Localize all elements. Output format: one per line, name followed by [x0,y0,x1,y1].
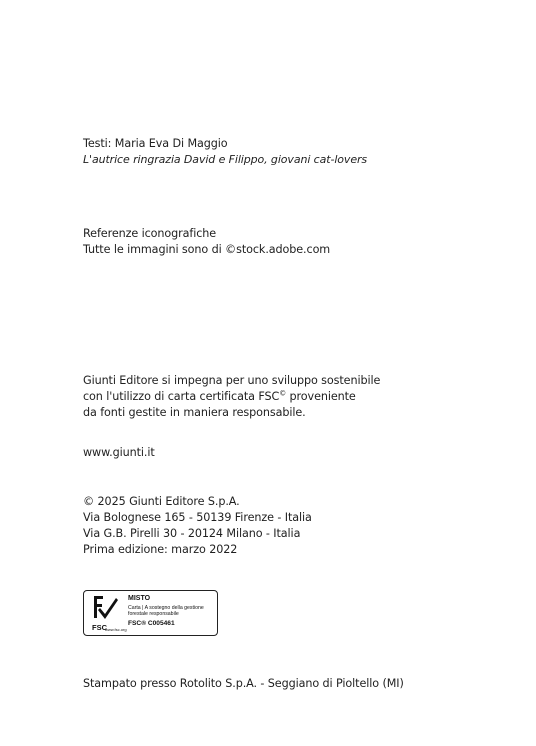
fsc-logo-url: www.fsc.org [105,627,127,632]
author-thanks: L'autrice ringrazia David e Filippo, giovani cat-lovers [83,153,368,166]
picture-references-heading: Referenze iconografiche [83,227,217,240]
website-url: www.giunti.it [83,446,155,459]
address-florence: Via Bolognese 165 - 50139 Firenze - Italia [83,511,312,524]
fsc-label-text [128,594,216,628]
sustainability-line-3: da fonti gestite in maniera responsabile. [83,406,306,419]
sustainability-line-2 [83,389,380,405]
address-milan: Via G.B. Pirelli 30 - 20124 Milano - Italia [83,527,301,540]
fsc-label [83,590,218,636]
sustainability-line-2-text: con l'utilizzo di carta certificata FSC [83,390,280,403]
website-block [83,445,155,461]
fsc-logo-text: FSC [92,623,107,632]
printer-block [83,676,404,692]
credits-block [83,136,367,168]
picture-references-block [83,226,330,258]
fsc-license-code: FSC® C005461 [128,619,175,627]
picture-references-source: Tutte le immagini sono di ©stock.adobe.com [83,243,331,256]
fsc-logo [89,594,127,632]
first-edition: Prima edizione: marzo 2022 [83,543,238,556]
fsc-label-title: MISTO [128,595,151,602]
sustainability-statement [83,373,380,421]
sustainability-line-2-end: proveniente [286,390,356,403]
copyright-line: © 2025 Giunti Editore S.p.A. [83,495,240,508]
fsc-label-description: Carta | A sostegno della gestione forestale responsabile [128,605,204,618]
printer-line: Stampato presso Rotolito S.p.A. - Seggiano di Pioltello (MI) [83,677,404,690]
imprint-block [83,494,312,558]
sustainability-line-1: Giunti Editore si impegna per uno sviluppo sostenibile [83,374,381,387]
fsc-mark: © [279,389,287,398]
fsc-tree-check-icon [89,594,119,622]
author-credit: Testi: Maria Eva Di Maggio [83,137,228,150]
